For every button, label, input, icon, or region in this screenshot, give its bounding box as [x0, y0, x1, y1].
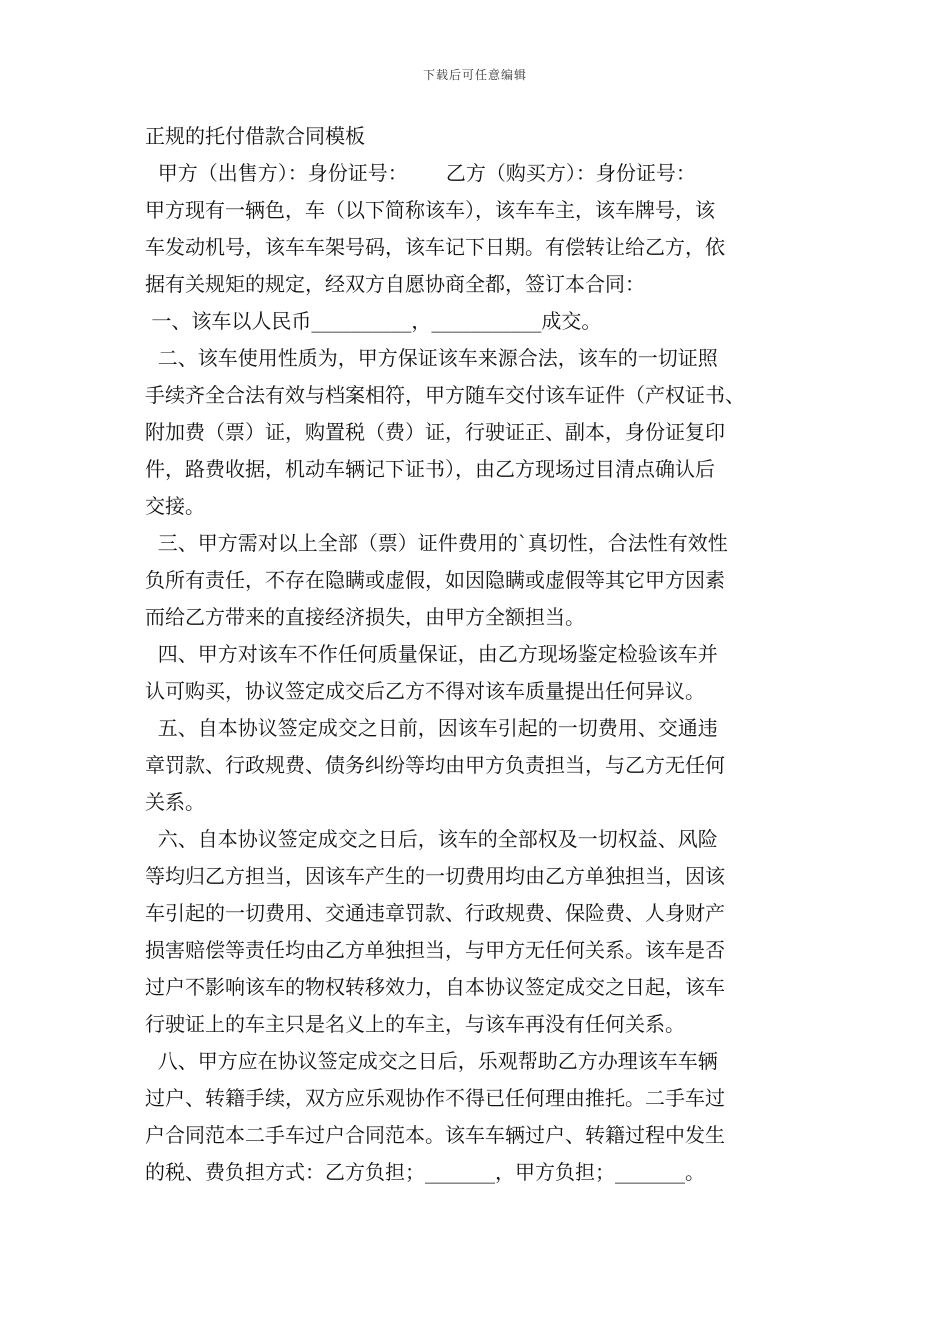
- paragraph-line: 损害赔偿等责任均由乙方单独担当，与甲方无任何关系。该车是否: [145, 938, 725, 962]
- paragraph-line: 车发动机号，该车车架号码，该车记下日期。有偿转让给乙方，依: [145, 235, 725, 259]
- paragraph-line: 等均归乙方担当，因该车产生的一切费用均由乙方单独担当，因该: [145, 864, 725, 888]
- paragraph-line: 件，路费收据，机动车辆记下证书），由乙方现场过目清点确认后: [145, 457, 715, 481]
- paragraph-line: 负所有责任，不存在隐瞒或虚假，如因隐瞒或虚假等其它甲方因素: [145, 568, 725, 592]
- paragraph-line: 行驶证上的车主只是名义上的车主，与该车再没有任何关系。: [145, 1012, 685, 1036]
- paragraph-line: 四、甲方对该车不作任何质量保证，由乙方现场鉴定检验该车并: [145, 642, 718, 666]
- paragraph-line: 交接。: [145, 494, 205, 518]
- paragraph-line: 二、该车使用性质为，甲方保证该车来源合法，该车的一切证照: [145, 346, 718, 370]
- paragraph-line: 据有关规矩的规定，经双方自愿协商全都，签订本合同：: [145, 272, 645, 296]
- paragraph-line: 手续齐全合法有效与档案相符，甲方随车交付该车证件（产权证书、: [145, 383, 745, 407]
- contract-body: [145, 118, 825, 1191]
- paragraph-line: 一、该车以人民币__________，___________成交。: [145, 309, 602, 333]
- paragraph-line: 的税、费负担方式：乙方负担；_______，甲方负担；_______。: [145, 1160, 705, 1184]
- paragraph-line: 车引起的一切费用、交通违章罚款、行政规费、保险费、人身财产: [145, 901, 725, 925]
- paragraph-line: 过户不影响该车的物权转移效力，自本协议签定成交之日起，该车: [145, 975, 725, 999]
- paragraph-line: 关系。: [145, 790, 205, 814]
- paragraph-line: 章罚款、行政规费、债务纠纷等均由甲方负责担当，与乙方无任何: [145, 753, 725, 777]
- paragraph-line: 认可购买，协议签定成交后乙方不得对该车质量提出任何异议。: [145, 679, 705, 703]
- paragraph-line: 过户、转籍手续，双方应乐观协作不得已任何理由推托。二手车过: [145, 1086, 725, 1110]
- paragraph-line: 三、甲方需对以上全部（票）证件费用的`真切性，合法性有效性: [145, 531, 728, 555]
- document-title: 正规的托付借款合同模板: [145, 124, 365, 148]
- paragraph-line: 五、自本协议签定成交之日前，因该车引起的一切费用、交通违: [145, 716, 718, 740]
- paragraph-line: 附加费（票）证，购置税（费）证，行驶证正、副本，身份证复印: [145, 420, 725, 444]
- paragraph-line: 六、自本协议签定成交之日后，该车的全部权及一切权益、风险: [145, 827, 718, 851]
- paragraph-line: 甲方现有一辆色，车（以下简称该车），该车车主，该车牌号，该: [145, 198, 715, 222]
- paragraph-line: 而给乙方带来的直接经济损失，由甲方全额担当。: [145, 605, 585, 629]
- page-header-note: 下载后可任意编辑: [422, 68, 527, 82]
- paragraph-line: 八、甲方应在协议签定成交之日后，乐观帮助乙方办理该车车辆: [145, 1049, 718, 1073]
- paragraph-line: 户合同范本二手车过户合同范本。该车车辆过户、转籍过程中发生: [145, 1123, 725, 1147]
- paragraph-line: 甲方（出售方）：身份证号： 乙方（购买方）：身份证号：: [145, 161, 696, 185]
